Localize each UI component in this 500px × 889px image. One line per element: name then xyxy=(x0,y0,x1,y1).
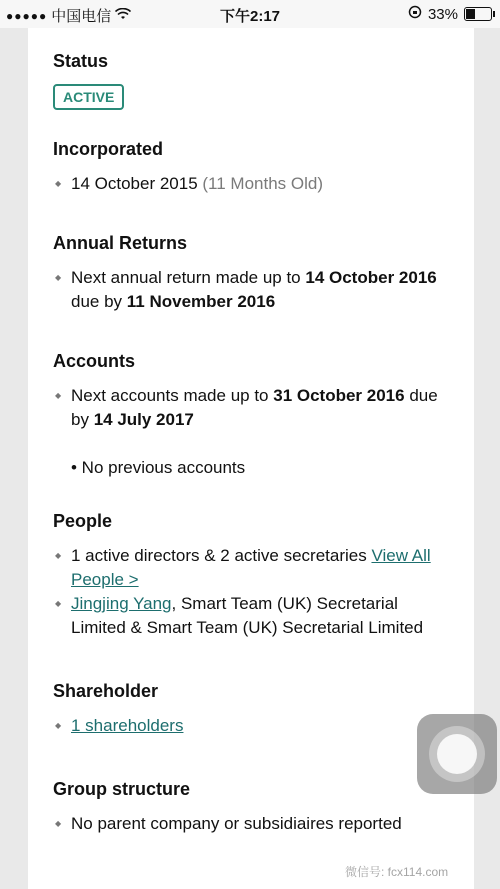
accounts-due-date: 14 July 2017 xyxy=(93,410,194,429)
accounts-title: Accounts xyxy=(53,351,136,371)
annual-returns-title: Annual Returns xyxy=(53,233,188,253)
watermark: 微信号: fcx114.com xyxy=(345,865,449,879)
incorporated-item xyxy=(53,172,453,196)
incorporated-age: (11 Months Old) xyxy=(202,174,324,193)
status-bar xyxy=(0,0,500,28)
assistive-touch-core xyxy=(437,734,477,774)
incorporated-date: 14 October 2015 xyxy=(71,174,198,193)
status-bar-right xyxy=(408,5,492,23)
group-structure-section xyxy=(53,778,453,836)
view-all-people-link[interactable]: View All People > xyxy=(71,546,431,589)
accounts-text-2: due by xyxy=(71,386,438,429)
shareholder-section xyxy=(53,680,453,738)
status-badge: ACTIVE xyxy=(53,84,124,110)
signal-dots-icon: ●●●●● xyxy=(6,8,48,23)
annual-returns-due-date: 11 November 2016 xyxy=(126,292,276,311)
annual-returns-made-up-date: 14 October 2016 xyxy=(305,268,437,287)
assistive-touch-button[interactable] xyxy=(417,714,497,794)
details-content xyxy=(53,50,453,836)
people-others-text: , Smart Team (UK) Secretarial Limited & Smart Team (UK) Secretarial Limited xyxy=(71,594,424,637)
people-title: People xyxy=(53,511,113,531)
annual-returns-text-2: due by xyxy=(71,292,127,311)
incorporated-title: Incorporated xyxy=(53,139,164,159)
accounts-text-1: Next accounts made up to xyxy=(71,386,274,405)
status-section xyxy=(53,50,453,110)
incorporated-section xyxy=(53,138,453,196)
people-names-item xyxy=(53,592,453,640)
people-summary-item xyxy=(53,544,453,592)
rotation-lock-icon xyxy=(408,5,422,23)
accounts-item xyxy=(53,384,453,432)
group-structure-title: Group structure xyxy=(53,779,191,799)
annual-returns-section xyxy=(53,232,453,314)
status-title: Status xyxy=(53,51,109,71)
shareholder-title: Shareholder xyxy=(53,681,159,701)
accounts-made-up-date: 31 October 2016 xyxy=(273,386,405,405)
carrier-label: 中国电信 xyxy=(51,8,112,25)
shareholder-item xyxy=(53,714,453,738)
company-details-page xyxy=(28,28,474,889)
battery-icon xyxy=(464,7,492,21)
clock: 下午2:17 xyxy=(219,8,281,25)
no-previous-accounts: • No previous accounts xyxy=(71,458,246,477)
people-summary-text: 1 active directors & 2 active secretaries xyxy=(71,546,372,565)
people-section xyxy=(53,510,453,640)
annual-returns-text-1: Next annual return made up to xyxy=(71,268,306,287)
annual-returns-item xyxy=(53,266,453,314)
person-link-jingjing-yang[interactable]: Jingjing Yang xyxy=(71,594,172,613)
shareholders-link[interactable]: 1 shareholders xyxy=(71,716,184,735)
group-structure-item: ◆ No parent company or subsidiaires reported xyxy=(53,812,453,836)
accounts-section xyxy=(53,350,453,480)
battery-percent: 33% xyxy=(427,5,458,23)
